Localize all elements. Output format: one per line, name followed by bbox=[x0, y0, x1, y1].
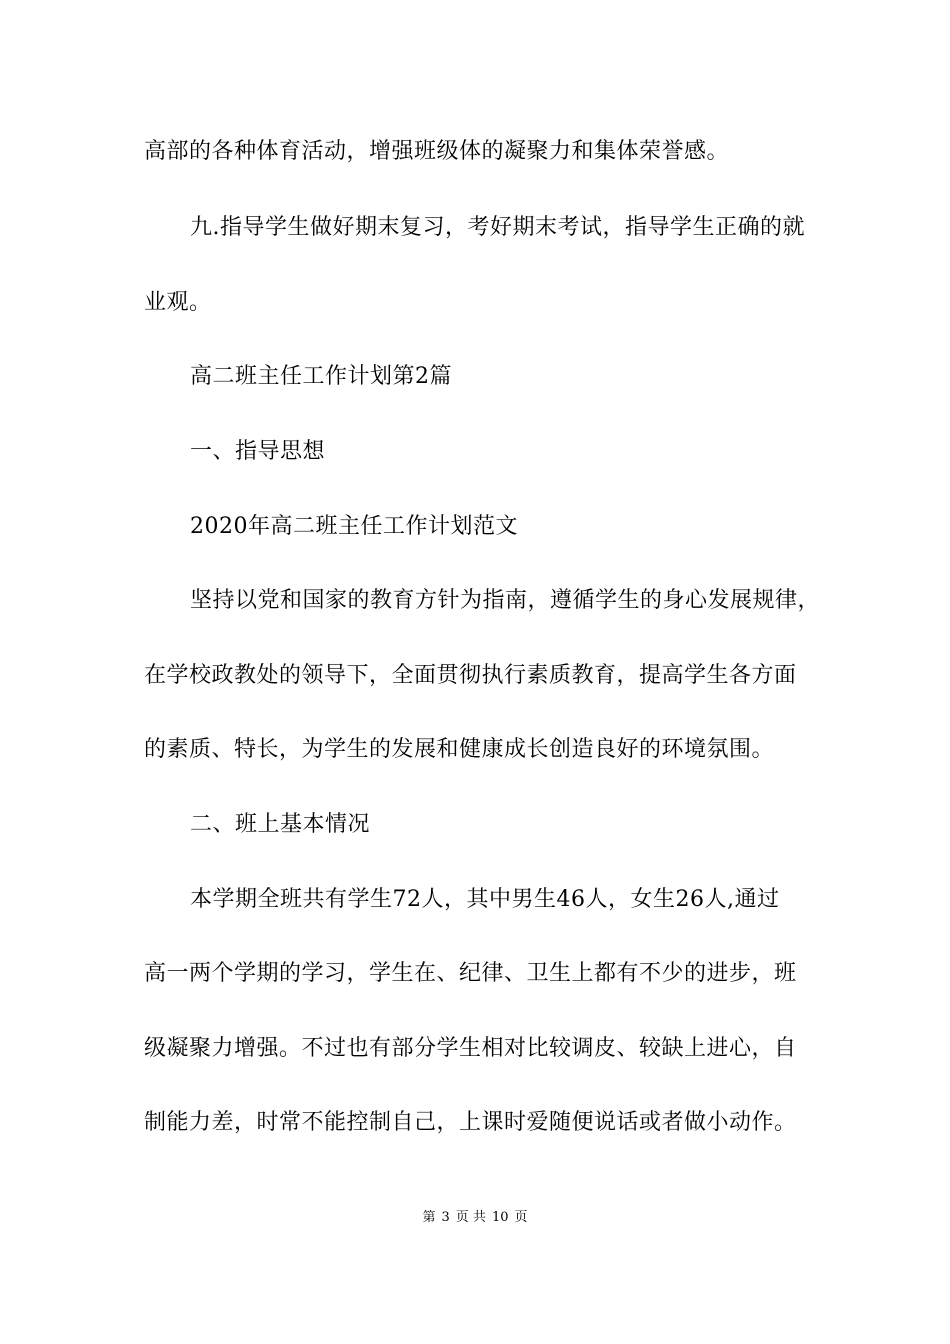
paragraph-line: 的素质、特长，为学生的发展和健康成长创造良好的环境氛围。 bbox=[144, 737, 775, 762]
paragraph-line: 九.指导学生做好期末复习，考好期末考试，指导学生正确的就 bbox=[190, 215, 805, 240]
paragraph-line: 高一两个学期的学习，学生在、纪律、卫生上都有不少的进步，班 bbox=[144, 961, 797, 986]
section-heading: 一、指导思想 bbox=[190, 439, 326, 464]
paragraph-line: 制能力差，时常不能控制自己，上课时爱随便说话或者做小动作。 bbox=[144, 1110, 797, 1135]
page-footer bbox=[0, 1209, 950, 1227]
footer-suffix: 页 bbox=[514, 1210, 528, 1225]
footer-prefix: 第 bbox=[422, 1210, 436, 1225]
footer-middle: 页 共 bbox=[455, 1210, 486, 1225]
paragraph-line: 在学校政教处的领导下，全面贯彻执行素质教育，提高学生各方面 bbox=[144, 663, 797, 688]
paragraph-line: 本学期全班共有学生72人，其中男生46人，女生26人,通过 bbox=[190, 887, 780, 912]
paragraph-line: 级凝聚力增强。不过也有部分学生相对比较调皮、较缺上进心，自 bbox=[144, 1036, 797, 1061]
total-pages-number: 10 bbox=[491, 1210, 509, 1225]
paragraph-line: 2020年高二班主任工作计划范文 bbox=[190, 514, 518, 539]
section-heading: 高二班主任工作计划第2篇 bbox=[190, 364, 452, 389]
paragraph-line: 坚持以党和国家的教育方针为指南，遵循学生的身心发展规律， bbox=[190, 588, 821, 613]
section-heading: 二、班上基本情况 bbox=[190, 812, 371, 837]
paragraph-line: 业观。 bbox=[144, 290, 212, 315]
paragraph-line: 高部的各种体育活动，增强班级体的凝聚力和集体荣誉感。 bbox=[144, 139, 730, 164]
current-page-number: 3 bbox=[441, 1210, 450, 1225]
